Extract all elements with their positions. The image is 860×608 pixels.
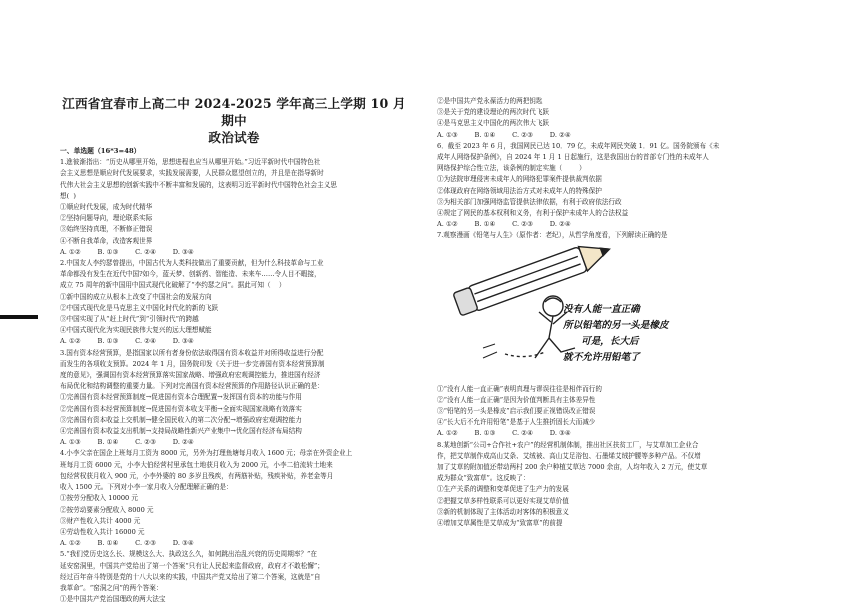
left-text-line: 经过百年奋斗特别是党的十八大以来的实践，中国共产党又给出了第二个答案，这就是“自 [60,572,321,581]
left-text-line: ②按劳动要素分配收入 8000 元 [60,505,154,514]
top-spacer [60,0,408,95]
left-text-line: 我革命”。“窑洞之问”的两个答案： [60,583,163,592]
right-question-text-top [437,96,785,242]
left-text-line: ③完善国有资本收益上交机制→健全国民收入的第二次分配→增强政府宏观调控能力 [60,415,302,424]
left-text-line: ④劳动性收入共计 16000 元 [60,527,145,536]
right-top-text-line: A. ①② B. ①④ C. ②③ D. ②④ [437,220,571,229]
left-text-line: 想( ) [60,191,76,200]
right-bottom-text-line: ④“长大后不允许用铅笔”是基于人生推折固长大而减少 [437,418,596,427]
left-text-line: ①完善国有资本经营预算制度→促进国有资本合理配置→发挥国有资本的功能与作用 [60,393,302,402]
right-bottom-text-line: ①“没有人能一直正确”表明真理与谬误往往是相伴而行的 [437,384,602,393]
left-text-line: ③始终坚持真理，不断修正错误 [60,225,153,234]
left-text-line: 包经营权获月收入 900 元，小李外婆的 80 多岁且残疾，有两筋补贴，残疾补贴，养老金等月 [60,471,334,480]
left-text-line: 5.“我们党历史这么长、规模这么大、执政这么久，如何跳出治乱兴衰的历史周期率？”在 [60,550,317,559]
right-bottom-text-line: 8.某地创新“公司+合作社+农户”的经营机制体制，推出社区扶贫工厂，与艾草加工企业合 [437,440,699,449]
right-top-text-line: ②是中国共产党永葆活力的两把钥匙 [437,97,543,105]
section-heading: 一、单选题（16*3=48） [60,147,141,155]
right-bottom-text-line: A. ①② B. ①③ C. ②④ D. ③④ [437,429,571,438]
doc-title-line2: 政治试卷 [208,130,260,145]
right-bottom-text-line: ②把握艾草多样性联系可以更好实现艾草价值 [437,496,569,505]
left-text-line: 度的意见》，强调国有资本经营预算落实国家战略、增强政府宏观调控能力，推进国有经济 [60,371,321,380]
right-top-text-line: ④规定了网民的基本权利和义务，有利于保护未成年人的合法权益 [437,209,629,218]
cartoon-caption-line1: 没有人能一直正确 [563,303,640,315]
left-text-line: 收入 1500 元。下列对小李一家月收入分配理解正确的是： [60,483,233,492]
left-text-line: A. ①② B. ①③ C. ②④ D. ③④ [60,337,194,346]
left-text-line: ②完善国有资本经营预算制度→促进国有资本收支平衡→全面实现国家战略有效落实 [60,404,302,413]
top-spacer-right [437,0,785,96]
left-text-line: ④不断自我革命，改造客观世界 [60,236,153,245]
left-text-line: ①按劳分配收入 10000 元 [60,494,138,503]
right-bottom-text-line: 成为群众“致富草”。这反映了： [437,474,530,483]
right-question-text-bottom [437,384,785,530]
binding-edge-bar [0,315,38,319]
cartoon-caption-line4: 就不允许用铅笔了 [563,351,640,363]
left-text-line: A. ①② B. ①③ C. ②④ D. ③④ [60,247,194,256]
right-top-text-line: ③是关于党的建设理论的两次时代飞跃 [437,108,550,117]
right-bottom-text-line: 加了艾草的附加值还带动两村 200 余户种植艾草达 7000 余亩，人均年收入 2 万元，使艾草 [437,463,708,472]
right-bottom-text-line: ①生产关系的调整和变革促进了生产力的发展 [437,485,569,494]
left-text-line: 3.国有资本经营预算，是指国家以所有者身份依法取得国有资本收益并对所得收益进行分配 [60,348,324,357]
cartoon-caption-line3: 可是，长大后 [581,335,639,347]
left-text-line: 布局优化和结构调整的重要力量。下列对完善国有资本经营预算的作用路径认识正确的是： [60,382,324,391]
right-bottom-text-line: ③新的机制体现了主体活动对客体的积极意义 [437,507,569,516]
left-column [60,0,408,605]
right-top-text-line: ②体现政府在网络领域用法治方式对未成年人的特殊保护 [437,186,602,195]
pencil-cartoon [445,244,695,382]
left-text-line: ②坚持问题导向，理论联系实际 [60,214,153,223]
right-bottom-text-line: ④增加艾草属性是艾草成为“致富草”的前提 [437,519,563,528]
cartoon-caption [563,302,669,366]
left-text-line: A. ①③ B. ①④ C. ②③ D. ②④ [60,438,194,447]
right-bottom-text-line: 作，把艾草制作成高山艾条、艾绒被、高山艾足浴包、石墨烯艾绒护腰等多种产品。不仅增 [437,451,701,460]
right-top-text-line: ③为相关部门加强网络监管提供法律依据，有利于政府依法行政 [437,197,622,206]
left-text-line: 班每月工资 6000 元，小李大伯经营村里承包土地获月收入为 2000 元，小李二伯流转土地来 [60,460,333,469]
doc-title-line1: 江西省宜春市上高二中 2024-2025 学年高三上学期 10 月期中 [62,96,406,128]
right-top-text-line: 网络保护综合性立法，该条例的制定实施（ ） [437,164,586,173]
left-text-line: ①是中国共产党治国理政的两大法宝 [60,595,166,604]
left-text-line: 4.小李父亲在国企上班每月工资为 8000 元，另外为打理鱼塘每月收入 1600 元；母亲在外资企业上 [60,449,353,458]
left-text-line: ④中国式现代化为实现民族伟大复兴的远大理想赋能 [60,326,212,335]
right-top-text-line: 7.观察漫画《铅笔与人生》（原作者：老纪），从哲学角度看，下列解读正确的是 [437,231,668,240]
left-text-line: 代伟大社会主义思想的创新实践中不断丰富和发展的，这表明习近平新时代中国特色社会主义思 [60,180,337,189]
left-text-line: 1.進彼渐指出：“历史从哪里开始，思想进程也应当从哪里开始。”习近平新时代中国特色社 [60,158,321,167]
left-text-line: 2.中国友人李约瑟曾提出，中国古代为人类科技做出了重要贡献，但为什么科技革命与工业 [60,259,324,268]
left-text-line: 延安窑洞里，中国共产党给出了第一个答案“只有让人民起来监督政府，政府才不敢松懈”； [60,561,324,570]
right-top-text-line: ④是马克思主义中国化的两次伟大飞跃 [437,119,550,128]
left-text-line: 革命都没有发生在近代中国?如今，蓝天梦、创新药、智能造、未来车……令人目不暇接， [60,270,321,279]
left-text-line: 会主义思想是顺应时代发展要求，实践发展需要，人民群众愿望创立的，并且是在指导新时 [60,169,324,178]
left-text-line: 而发生的各项收支预算。2024 年 1 月，国务院印发《关于进一步完善国有资本经营预算制 [60,359,325,368]
left-text-line: ①新中国的成立从根本上改变了中国社会的发展方向 [60,292,212,301]
right-top-text-line: 6．截至 2023 年 6 月，我国网民已达 10．79 亿，未成年网民突破 1．91 亿。国务院颁布《未 [437,141,720,150]
left-text-line: 成立 75 周年的新中国用中国式现代化破解了“李约瑟之问”。据此可知（ ） [60,281,286,290]
left-text-line: ④完善国有资本收益支出机制→支持局战略性新兴产业集中→优化国有经济布局结构 [60,427,302,436]
left-text-line: A. ①② B. ①④ C. ②③ D. ③④ [60,539,194,548]
right-bottom-text-line: ③“铅笔的另一头是橡皮”启示我们要正视错误改正错误 [437,407,596,416]
right-top-text-line: 成年人网络保护条例》，自 2024 年 1 月 1 日起施行，这是我国出台的首部专门性的未成年人 [437,153,709,162]
right-column [437,0,785,529]
right-bottom-text-line: ②“没有人能一直正确”是因为价值判断具有主体差异性 [437,395,596,404]
right-top-text-line: A. ①③ B. ①④ C. ②③ D. ②④ [437,130,571,139]
cartoon-caption-line2: 所以铅笔的另一头是橡皮 [563,319,669,331]
right-top-text-line: ①为法院审理侵害未成年人的网络犯罪案件提供裁判依据 [437,175,602,184]
left-text-line: ①顺应时代发展，成为时代精华 [60,203,153,212]
left-text-line: ③财产性收入共计 4000 元 [60,516,141,525]
left-question-text [60,157,408,605]
left-text-line: ③中国实现了从“赶上时代”到“引领时代”的跨越 [60,315,199,324]
left-text-line: ②中国式现代化是马克思主义中国化时代化的新的飞跃 [60,303,219,312]
